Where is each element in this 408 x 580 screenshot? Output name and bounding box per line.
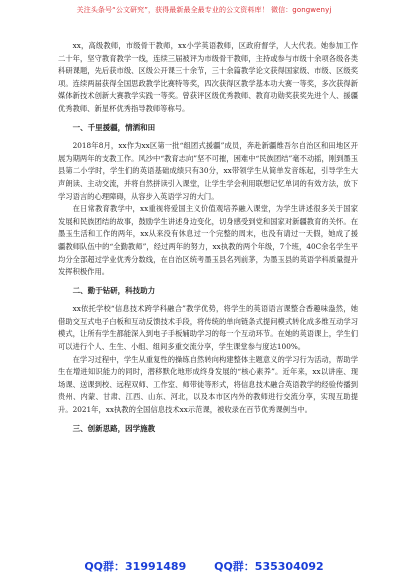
footer-qq-group-2: QQ群：535304092 — [214, 560, 324, 573]
footer-contact — [0, 558, 408, 574]
paragraph-intro: xx，高级教师，市级骨干教师，xx小学英语教师，区政府督学，人大代表。她参加工作二十年，坚守教育教学一线，连续三届被评为市级骨干教师，主持或参与市级十余项各级各类科研课题，先后获市级、区级公开课三十余节，三十余篇教学论文获得国家级、市级、区级奖项。连续两届获得全国思政教学比赛特等奖，四次获得区教学基本功大赛一等奖，多次获得新媒体新技术创新大赛教学实践一等奖。曾获评区级优秀教师、教育功勋奖获奖先进个人、援疆优秀教师、新星杯优秀指导教师等称号。 — [58, 41, 358, 113]
top-banner: 关注头条号“公文研究”，获得最新最全最专业的公文资料库！ 微信：gongwenyj — [76, 6, 332, 14]
footer-qq-group-1: QQ群：31991489 — [84, 560, 187, 573]
paragraph-section2-a: xx依托学校“信息技术跨学科融合”教学优势，将学生的英语语言课整合香趣味盎然，她借助交互式电子白板和互动反馈技术手段，将传统的单向链条式提问模式转化成多维互动学习模式，让所有学生都能深入到电子手板辅助学习的每一个互动环节。在她的英语课上，学生们可以进行个人、生生、小组、组间多重交流分享，学生课堂参与度达100%。 — [58, 304, 358, 352]
paragraph-section2-b: 在学习过程中，学生从重复性的操练自然转向构建整体主题意义的学习行为活动，帮助学生在增进知识能力的同时，潜移默化地形成终身发展的“核心素养”。近年来，xx以讲座、现场课、送课到校、远程双师、工作室、师带徒等形式，将信息技术融合英语教学的经验传播到贵州、内蒙、甘肃、江西、山东、河北，以及本市区内外的教师进行交流分享，实现互助提升。2021年，xx执教的全国信息技术xx示范课，被收录在百节优秀课例当中。 — [58, 354, 358, 415]
section-heading-3: 三、创新思路，因学施教 — [72, 423, 156, 433]
paragraph-section1-a: 2018年8月，xx作为xx区第一批“组团式援疆”成员，奔赴新疆维吾尔自治区和田地区开展为期两年的支教工作。风沙中“教育志向”坚不可摧，困难中“民族团结”毫不动摇，刚到墨玉县第二小学时，学生们的英语基础成绩只有30分，xx带领学生从简单发音练起，引导学生大声朗读、主动交流，并将自然拼读引入课堂，让学生学会利用联想记忆单词的有效方法，放下学习语言的心理障碍，从容步入英语学习的大门。 — [58, 141, 358, 201]
paragraph-section1-b: 在日常教育教学中，xx重视将爱国主义价值观培养融入课堂，为学生讲述很多关于国家发展和民族团结的故事，鼓励学生讲述身边变化，切身感受到党和国家对新疆教育的关怀。在墨玉生活和工作的两年，xx从来没有休息过一个完整的周末，也没有请过一天假，她成了援疆教师队伍中的“全勤教师”，经过两年的努力，xx执教的两个年级，7个班，40C余名学生平均分全部超过学业优秀分数线，在自治区统考墨玉县名列前茅，为墨玉县的英语学科质量提升发挥积极作用。 — [58, 204, 358, 277]
section-heading-2: 二、勤于钻研，科技助力 — [72, 285, 156, 295]
section-heading-1: 一、千里援疆，情洒和田 — [72, 122, 156, 132]
document-body — [58, 40, 358, 441]
